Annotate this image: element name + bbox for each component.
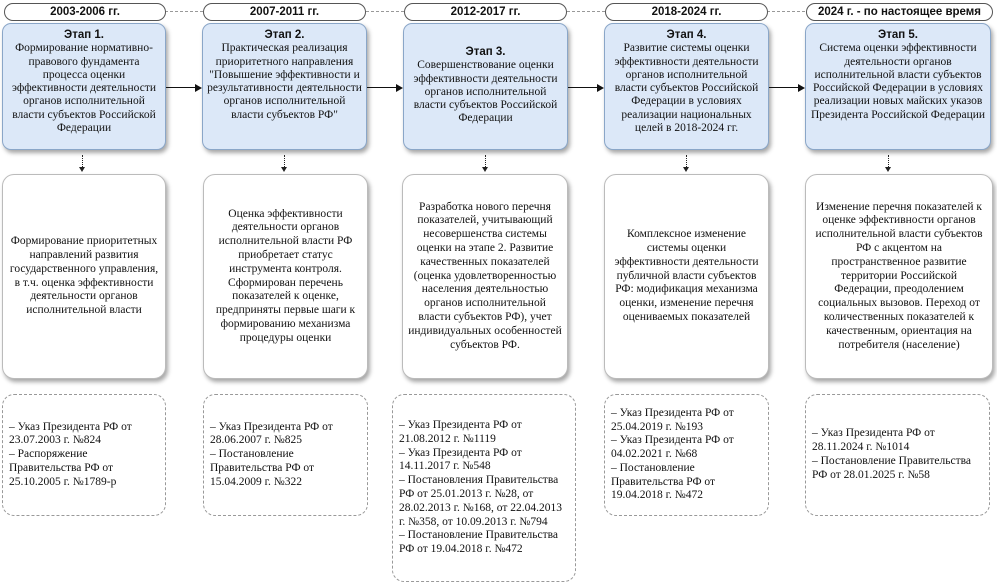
stage-text: Развитие системы оценки эффективности деятельности органов исполнительной власти субъектов Российской Федерации в условиях реализации национальных целей в 2018-2024 гг. [614,42,759,135]
document-item: – Постановления Правительства РФ от 25.01.2013 г. №28, от 28.02.2013 г. №168, от 22.04.2013 г. №358, от 10.09.2013 г. №794 [399,474,563,528]
period-connector [366,11,404,12]
description-text: Изменение перечня показателей к оценке эффективности органов исполнительной власти субъектов РФ с акцентом на пространственное развитие территории Российской Федерации, преодолением социальных вызовов. Переход от количественных показателей к качественным, ориентация на потребителя (население) [815,200,983,351]
documents-box-1 [2,394,166,516]
description-box-4 [604,174,769,379]
stage-text: Совершенствование оценки эффективности деятельности органов исполнительной власти субъектов Российской Федерации [413,59,558,125]
stage-text: Практическая реализация приоритетного направления "Повышение эффективности и результативности деятельности органов исполнительной власти субъектов РФ" [207,42,362,121]
document-item: – Указ Президента РФ от 14.11.2017 г. №548 [399,446,522,473]
arrow-head-down [683,167,689,172]
description-box-3 [402,174,568,379]
documents-box-3 [392,394,576,582]
description-box-2 [203,174,368,379]
period-label-4: 2018-2024 гг. [605,3,768,21]
stage-title: Этап 2. [264,29,305,41]
dotted-connector [686,155,687,167]
period-label-1: 2003-2006 гг. [4,3,166,21]
document-item: – Постановление Правительства РФ от 19.04.2018 г. №472 [611,461,716,502]
arrow-head-down [281,167,287,172]
stage-box-2 [202,23,367,150]
document-item: – Постановление Правительства РФ от 15.04.2009 г. №322 [210,448,315,488]
arrow-head-right [396,84,403,92]
description-text: Комплексное изменение системы оценки эффективности деятельности публичной власти субъектов РФ: модификация механизма оценки, изменение перечня оцениваемых показателей [614,228,759,323]
stage-box-4 [604,23,769,150]
stage-title: Этап 1. [64,29,104,41]
document-item: – Указ Президента РФ от 25.04.2019 г. №193 [611,406,734,433]
stage-title: Этап 5. [878,29,918,41]
dotted-connector [82,155,83,167]
stage-box-3 [403,23,568,150]
stage-arrow [367,87,396,88]
document-item: – Постановление Правительства РФ от 19.04.2018 г. №472 [399,529,559,556]
stage-title: Этап 3. [465,46,506,58]
stage-text: Формирование нормативно-правового фундамента процесса оценки эффективности деятельности органов исполнительной власти субъектов Российской Федерации [11,42,157,135]
arrow-head-down [79,167,85,172]
document-item: – Указ Президента РФ от 23.07.2003 г. №824 [9,420,132,447]
documents-box-2 [203,394,368,516]
document-item: – Постановление Правительства РФ от 28.01.2025 г. №58 [812,455,972,481]
documents-box-4 [604,394,769,516]
description-text: Разработка нового перечня показателей, учитывающий несовершенства системы оценки на этапе 2. Развитие качественных показателей (оценка удовлетворенностью населения деятельностью органов исполнительной власти субъектов РФ), учет индивидуальных особенностей субъектов РФ. [408,200,562,351]
document-item: – Указ Президента РФ от 28.11.2024 г. №1014 [812,427,935,454]
document-item: – Распоряжение Правительства РФ от 25.10.2005 г. №1789-р [9,448,117,488]
stage-box-1 [2,23,166,150]
stage-arrow [166,87,195,88]
period-label-5: 2024 г. - по настоящее время [806,3,993,21]
period-connector [767,11,805,12]
arrow-head-right [798,84,805,92]
description-text: Оценка эффективности деятельности органов исполнительной власти РФ приобретает статус инструмента контроля. Сформирован перечень показателей к оценке, предприняты первые шаги к формированию механизма процедуры оценки [215,207,356,344]
description-box-5 [805,174,993,379]
stage-arrow [568,87,597,88]
description-text: Формирование приоритетных направлений развития государственного управления, в т.ч. оценка эффективности деятельности органов исполнительной власти [9,235,159,317]
stage-title: Этап 4. [666,29,707,41]
dotted-connector [485,155,486,167]
dotted-connector [284,155,285,167]
period-connector [165,11,203,12]
arrow-head-right [195,84,202,92]
stage-box-5 [805,23,991,150]
arrow-head-right [597,84,604,92]
stage-arrow [769,87,798,88]
arrow-head-down [885,167,891,172]
document-item: – Указ Президента РФ от 28.06.2007 г. №825 [210,420,333,447]
document-item: – Указ Президента РФ от 04.02.2021 г. №68 [611,434,734,461]
description-box-1 [2,174,166,379]
period-label-3: 2012-2017 гг. [404,3,567,21]
period-label-2: 2007-2011 гг. [203,3,366,21]
documents-box-5 [805,394,990,516]
dotted-connector [888,155,889,167]
document-item: – Указ Президента РФ от 21.08.2012 г. №1119 [399,419,522,445]
stage-text: Система оценки эффективности деятельности органов исполнительной власти субъектов Российской Федерации в условиях реализации новых майских указов Президента Российской Федерации [810,42,986,121]
period-connector [567,11,605,12]
arrow-head-down [482,167,488,172]
